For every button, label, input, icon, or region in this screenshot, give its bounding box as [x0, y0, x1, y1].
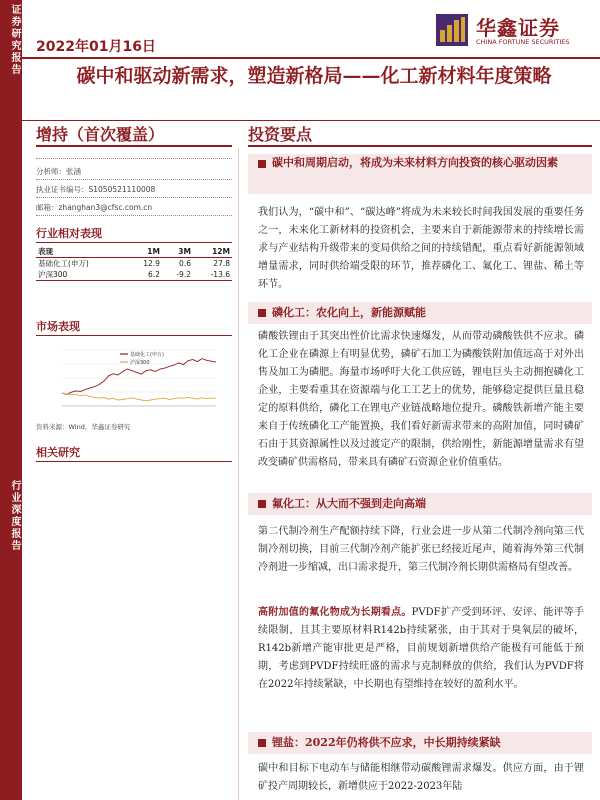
report-title: 碳中和驱动新需求，塑造新格局——化工新材料年度策略	[76, 65, 552, 87]
highlight-heading: 碳中和周期启动，将成为未来材料方向投资的核心驱动因素	[272, 156, 558, 169]
table-row	[36, 269, 232, 281]
highlight-marker	[258, 739, 266, 747]
highlight-marker	[258, 160, 266, 168]
related-heading: 相关研究	[36, 446, 80, 459]
table-header-cell: 表现	[38, 247, 53, 256]
rating-label: 增持（首次覆盖）	[36, 125, 165, 144]
header-rule	[22, 57, 600, 59]
paragraph-lead: 高附加值的氟化物成为长期看点。	[258, 607, 412, 618]
table-cell: 12.9	[143, 259, 160, 268]
invest-heading: 投资要点	[248, 125, 313, 144]
table-header-cell: 12M	[212, 247, 230, 256]
body-paragraph: 磷酸铁锂由于其突出性价比需求快速爆发，从而带动磷酸铁供不应求。磷化工企业在磷源上有明显优势，磷矿石加工为磷酸铁附加值远高于对外出售及加工为磷肥。海量市场呼吁大化工供应链，锂电巨头主动拥抱磷化工企业，主要看重其在资源端与化工工艺上的优势，能够稳定提供巨量且稳定的原料供给，磷化工在锂电产业链战略地位提升。磷酸铁新增产能主要来自于传统磷化工产能置换，我们看好新需求带来的高附加值，同时磷矿石由于其资源属性以及过渡定产的限制，供给刚性，新能源增量需求有望改变磷矿供需格局，带来具有磷矿石资源企业价值重估。	[258, 331, 584, 468]
table-header-row	[36, 246, 232, 258]
chart-legend-label: 沪深300	[130, 360, 150, 366]
highlight-heading: 锂盐：2022年仍将供不应求，中长期持续紧缺	[272, 736, 501, 749]
table-cell: 基础化工(申万)	[38, 259, 89, 268]
logo-icon	[436, 14, 468, 46]
analyst-divider-2	[36, 197, 232, 198]
analyst-divider-3	[36, 215, 232, 216]
body-paragraph	[258, 604, 584, 694]
analyst-cert: 执业证书编号：S1050521110008	[36, 185, 156, 194]
market-heading: 市场表现	[36, 320, 80, 333]
analyst-email: 邮箱：zhanghan3@cfsc.com.cn	[36, 203, 153, 212]
highlight-heading: 磷化工：农化向上，新能源赋能	[272, 306, 426, 319]
performance-heading: 行业相对表现	[36, 227, 102, 240]
body-paragraph: 碳中和目标下电动车与储能相继带动碳酸锂需求爆发。供应方面，由于锂矿投产周期较长，新增供应于2022-2023年陆	[258, 763, 584, 792]
body-paragraph: 我们认为，“碳中和”、“碳达峰”将成为未来较长时间我国发展的重要任务之一，未来化工新材料的投资机会，主要来自于新能源带来的持续增长需求与产业结构升级带来的变局供给之间的持续错配，重点看好新能源领域增量需求，同时供给端受限的环节，推荐磷化工、氟化工、锂盐、稀土等环节。	[258, 207, 584, 290]
analyst-divider-top	[36, 158, 232, 159]
highlight-marker	[258, 500, 266, 508]
chart-legend-label: 基础化工(申万)	[130, 352, 164, 358]
left-column-rule	[36, 145, 232, 147]
sidebar-top-label: 证券研究报告	[9, 4, 20, 76]
logo-text-cn: 华鑫证券	[476, 16, 560, 40]
body-paragraph: 第二代制冷剂生产配额持续下降，行业会进一步从第二代制冷剂向第三代制冷剂切换，目前三代制冷剂产能扩张已经接近尾声，随着海外第三代制冷剂进一步缩减，出口需求提升，第三代制冷剂长期供需格局有望改善。	[258, 526, 584, 573]
analyst-name: 分析师：张涵	[36, 167, 81, 176]
performance-table	[36, 246, 232, 281]
column-divider	[238, 148, 239, 800]
table-cell: -9.2	[176, 270, 191, 279]
table-cell: 6.2	[147, 270, 160, 279]
table-cell: 27.8	[213, 259, 230, 268]
market-heading-rule	[36, 335, 232, 336]
related-heading-rule	[36, 461, 232, 462]
logo-text-en: CHINA FORTUNE SECURITIES	[476, 38, 570, 46]
title-rule	[22, 120, 600, 121]
table-cell: 沪深300	[38, 270, 68, 279]
table-row	[36, 258, 232, 270]
company-logo	[436, 10, 586, 52]
market-performance-chart	[60, 346, 232, 420]
table-cell: 0.6	[179, 259, 191, 268]
sidebar	[0, 0, 22, 800]
paragraph-text: PVDF扩产受到环评、安评、能评等手续限制，且其主要原材料R142b持续紧张，由于其对于臭氧层的破坏，R142b新增产能审批更是严格，目前规划新增供给产能极有可能低于预期，考虑到PVDF持续旺盛的需求与克制释放的供给，我们认为PVDF将在2022年持续紧缺，中长期也有望维持在较好的盈利水平。	[258, 607, 585, 690]
performance-heading-rule	[36, 242, 232, 243]
analyst-divider-1	[36, 179, 232, 180]
chart-source: 资料来源：Wind，华鑫证券研究	[36, 423, 131, 431]
table-header-cell: 1M	[147, 247, 160, 256]
chart-series-line-1	[62, 393, 216, 401]
table-header-cell: 3M	[178, 247, 191, 256]
sidebar-mid-label: 行业深度报告	[9, 480, 20, 552]
report-date: 2022年01月16日	[36, 39, 156, 55]
highlight-marker	[258, 309, 266, 317]
table-cell: -13.6	[210, 270, 230, 279]
highlight-heading: 氟化工：从大而不强到走向高端	[272, 497, 426, 510]
right-column-rule	[248, 145, 592, 147]
